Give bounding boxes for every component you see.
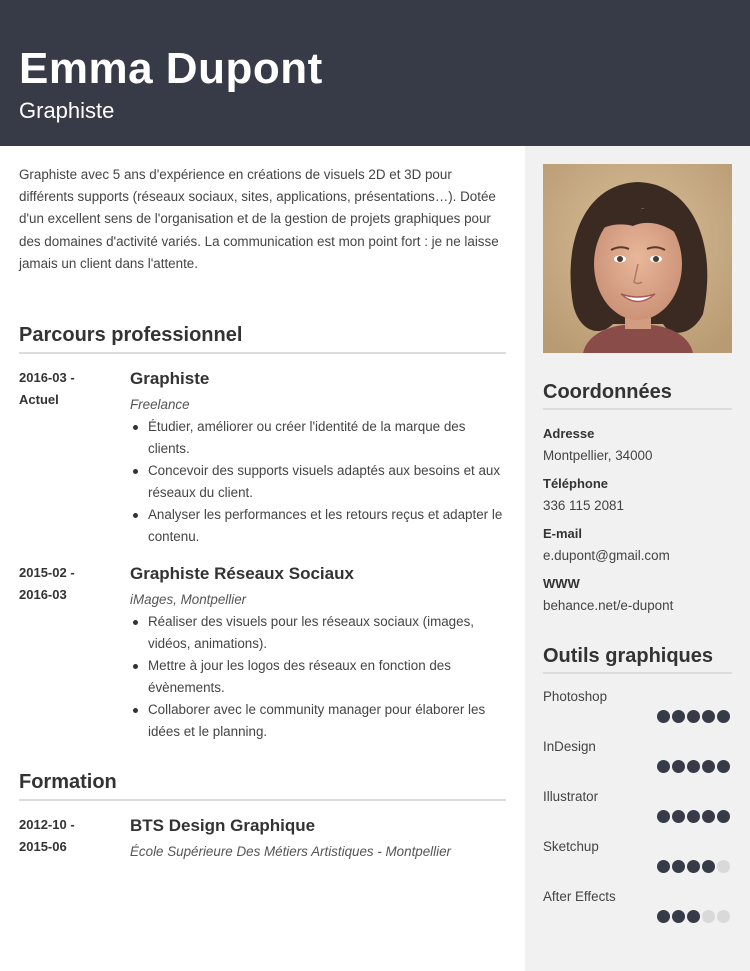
rating-dot-filled-icon xyxy=(702,860,715,873)
rating-dot-filled-icon xyxy=(657,810,670,823)
rating-dot-filled-icon xyxy=(687,710,700,723)
job-bullets xyxy=(130,416,510,548)
job-bullet: Mettre à jour les logos des réseaux en fonction des évènements. xyxy=(130,655,510,699)
contact-section-title: Coordonnées xyxy=(543,381,672,403)
job-bullet: Étudier, améliorer ou créer l'identité de la marque des clients. xyxy=(130,416,510,460)
skill-illustrator xyxy=(543,788,732,832)
skill-after-effects xyxy=(543,888,732,932)
skill-name: Illustrator xyxy=(543,789,599,804)
profile-summary: Graphiste avec 5 ans d'expérience en créations de visuels 2D et 3D pour différents supports (réseaux sociaux, sites, applications, présentations…). Dotée d'un excellent sens de l'organisation et de la gestion de projets graphiques pour des domaines d'activité variés. La communication est mon point fort : je ne laisse jamais un client dans l'attente. xyxy=(19,167,499,271)
skill-name: InDesign xyxy=(543,739,596,754)
job-bullet: Concevoir des supports visuels adaptés aux besoins et aux réseaux du client. xyxy=(130,460,510,504)
education-section-title: Formation xyxy=(19,771,117,793)
profile-photo xyxy=(543,164,732,353)
date-start: 2012-10 - xyxy=(19,817,75,832)
sidebar xyxy=(525,146,750,971)
experience-divider xyxy=(19,352,506,354)
rating-dot-filled-icon xyxy=(672,860,685,873)
skill-rating xyxy=(657,810,730,823)
rating-dot-filled-icon xyxy=(687,860,700,873)
main-column xyxy=(0,146,525,971)
skill-rating xyxy=(657,910,730,923)
rating-dot-filled-icon xyxy=(687,760,700,773)
skill-name: After Effects xyxy=(543,889,616,904)
rating-dot-filled-icon xyxy=(687,910,700,923)
contact-label-address: Adresse xyxy=(543,426,595,441)
contact-value-phone: 336 115 2081 xyxy=(543,498,624,513)
job-company: Freelance xyxy=(130,397,190,412)
date-end: 2016-03 xyxy=(19,587,67,602)
contact-divider xyxy=(543,408,732,410)
rating-dot-filled-icon xyxy=(717,810,730,823)
rating-dot-filled-icon xyxy=(657,710,670,723)
skill-rating xyxy=(657,710,730,723)
date-start: 2015-02 - xyxy=(19,565,75,580)
skill-rating xyxy=(657,760,730,773)
skill-name: Photoshop xyxy=(543,689,608,704)
job-bullet: Collaborer avec le community manager pour élaborer les idées et le planning. xyxy=(130,699,510,743)
candidate-title: Graphiste xyxy=(19,98,115,123)
rating-dot-filled-icon xyxy=(657,910,670,923)
job-role: Graphiste Réseaux Sociaux xyxy=(130,564,354,583)
job-bullet: Réaliser des visuels pour les réseaux sociaux (images, vidéos, animations). xyxy=(130,611,510,655)
rating-dot-filled-icon xyxy=(672,810,685,823)
education-divider xyxy=(19,799,506,801)
rating-dot-empty-icon xyxy=(702,910,715,923)
rating-dot-filled-icon xyxy=(672,710,685,723)
rating-dot-empty-icon xyxy=(717,860,730,873)
rating-dot-filled-icon xyxy=(672,760,685,773)
rating-dot-filled-icon xyxy=(717,760,730,773)
experience-entry xyxy=(19,367,509,557)
skill-photoshop xyxy=(543,688,732,732)
contact-value-email[interactable]: e.dupont@gmail.com xyxy=(543,548,670,563)
date-end: 2015-06 xyxy=(19,839,67,854)
rating-dot-filled-icon xyxy=(717,710,730,723)
skill-indesign xyxy=(543,738,732,782)
contact-label-phone: Téléphone xyxy=(543,476,609,491)
entry-dates xyxy=(19,367,119,411)
skills-section-title: Outils graphiques xyxy=(543,645,714,667)
rating-dot-filled-icon xyxy=(672,910,685,923)
school-name: École Supérieure Des Métiers Artistiques - Montpellier xyxy=(130,844,452,859)
job-bullet: Analyser les performances et les retours reçus et adapter le contenu. xyxy=(130,504,510,548)
date-end: Actuel xyxy=(19,392,59,407)
entry-dates xyxy=(19,562,119,606)
rating-dot-filled-icon xyxy=(687,810,700,823)
rating-dot-filled-icon xyxy=(702,710,715,723)
contact-value-address: Montpellier, 34000 xyxy=(543,448,653,463)
portrait-image xyxy=(543,164,732,353)
resume-header xyxy=(0,0,750,146)
degree-name: BTS Design Graphique xyxy=(130,816,316,835)
entry-dates xyxy=(19,814,119,858)
rating-dot-filled-icon xyxy=(702,810,715,823)
skill-rating xyxy=(657,860,730,873)
job-company: iMages, Montpellier xyxy=(130,592,247,607)
rating-dot-filled-icon xyxy=(657,760,670,773)
candidate-name: Emma Dupont xyxy=(19,44,323,93)
date-start: 2016-03 - xyxy=(19,370,75,385)
contact-value-website[interactable]: behance.net/e-dupont xyxy=(543,598,674,613)
skill-sketchup xyxy=(543,838,732,882)
rating-dot-filled-icon xyxy=(702,760,715,773)
job-bullets xyxy=(130,611,510,743)
skills-divider xyxy=(543,672,732,674)
contact-label-email: E-mail xyxy=(543,526,583,541)
job-role: Graphiste xyxy=(130,369,210,388)
education-entry xyxy=(19,814,509,874)
experience-entry xyxy=(19,562,509,752)
rating-dot-empty-icon xyxy=(717,910,730,923)
contact-label-website: WWW xyxy=(543,576,580,591)
skill-name: Sketchup xyxy=(543,839,599,854)
experience-section-title: Parcours professionnel xyxy=(19,324,243,346)
rating-dot-filled-icon xyxy=(657,860,670,873)
